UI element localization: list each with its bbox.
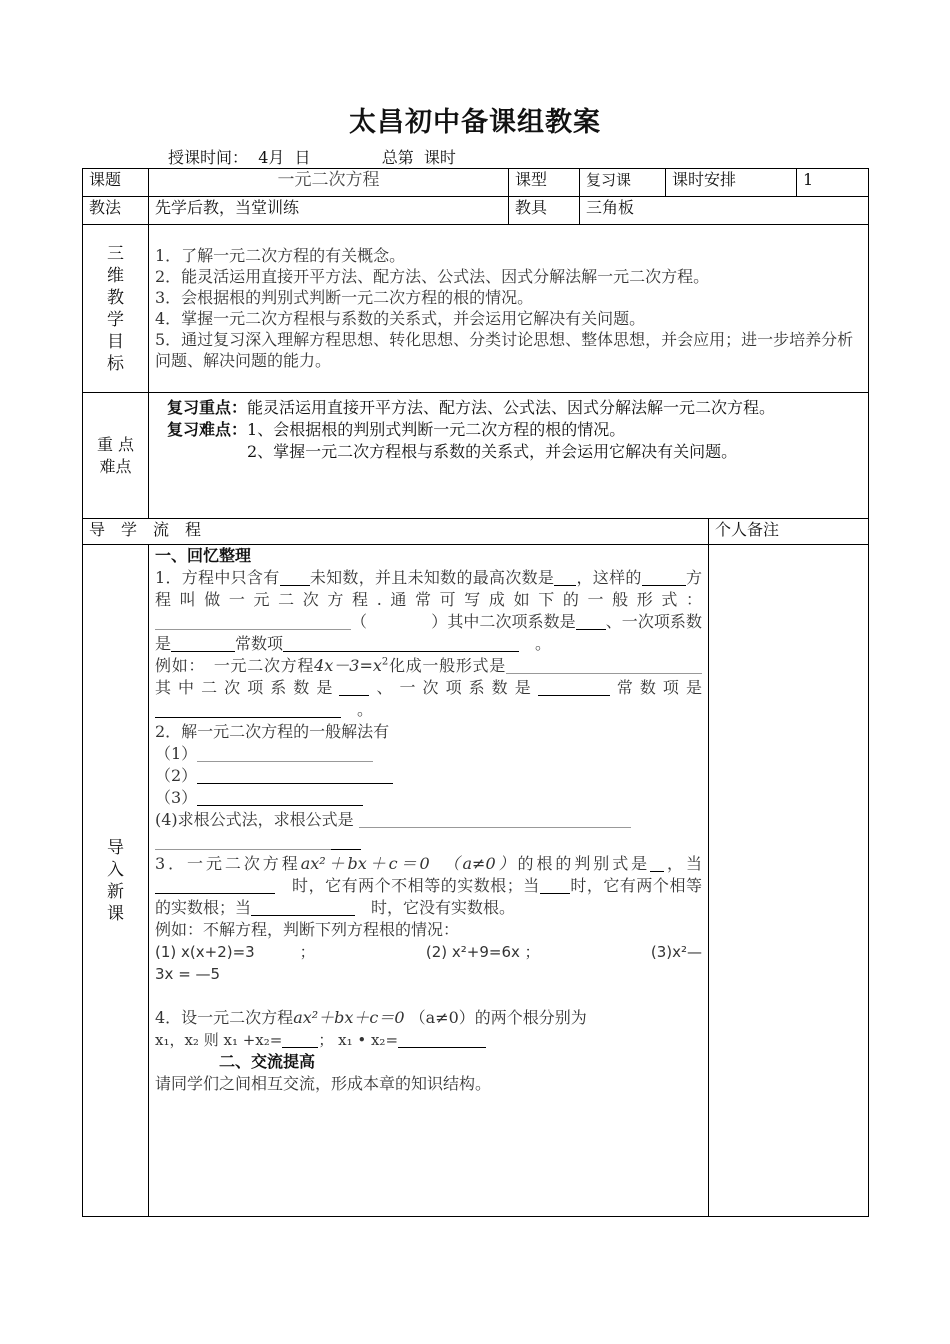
blank[interactable]: [650, 853, 664, 872]
goal-item: 4．掌握一元二次方程根与系数的关系式，并会运用它解决有关问题。: [155, 309, 646, 328]
personal-notes-cell[interactable]: [709, 545, 869, 1217]
blank[interactable]: [359, 809, 631, 828]
hours-value: 1: [797, 169, 869, 197]
section-1-title: 一、回忆整理: [155, 546, 252, 565]
blank[interactable]: [155, 611, 351, 630]
lesson-time-line: [168, 145, 456, 168]
info-row-1: [83, 169, 869, 197]
keypoints-label: 重 点难点: [83, 393, 149, 519]
time-value: 4月 日: [258, 148, 311, 167]
blank[interactable]: [398, 1029, 486, 1048]
flow-content: 一、回忆整理 1．方程中只含有 未知数，并且未知数的最高次数是 ，这样的 方程叫做一元二次方程.通常可写成如下的一般形式：（ ）其中二次项系数是 、一次项系数是 常数项 。 例如： 一元二次方程$4x-3=x^2$化成一般形式是其中二次项系数是 、一次项系数是 常数项是 。 2．解一元二次方程的一般解法有 （1） （2） （3） (4)求根公式法，求根公式是 3．一元二次方程ax²＋bx＋c＝0 （a≠0）的根的判别式是 ，当 时，它有两个不相等的实数根；当 时，它有两个相等的实数根；当 时，它没有实数根。 例如：不解方程，判断下列方程根的情况： (1) x(x+2)=3 ； (2) x²+9=6x ； (3)x²— 3x = —5 4．设一元二次方程ax²＋bx＋c＝0 （a≠0）的两个根分别为 x₁，x₂ 则 x₁ +x₂= ； x₁ • x₂= 二、交流提高 请同学们之间相互交流，形成本章的知识结构。: [149, 545, 709, 1217]
lesson-plan-table: [82, 168, 869, 1217]
flow-header: 导 学 流 程: [83, 519, 709, 545]
blank[interactable]: [339, 677, 369, 696]
blank[interactable]: [171, 633, 235, 652]
hours-label: 课时安排: [666, 169, 797, 197]
flow-header-row: [83, 519, 869, 545]
blank[interactable]: [554, 567, 576, 586]
info-row-2: [83, 197, 869, 225]
goal-item: 5．通过复习深入理解方程思想、转化思想、分类讨论思想、整体思想，并会应用；进一步培养分析问题、解决问题的能力。: [155, 330, 854, 370]
blank[interactable]: [280, 567, 310, 586]
method-value: 先学后教，当堂训练: [149, 197, 509, 225]
blank[interactable]: [538, 677, 610, 696]
section-2-title: 二、交流提高: [219, 1052, 316, 1071]
blank[interactable]: [576, 611, 606, 630]
flow-row: [83, 545, 869, 1217]
blank[interactable]: [283, 633, 519, 652]
blank[interactable]: [155, 875, 275, 894]
total-label: 总第 课时: [381, 148, 456, 167]
keypoints-content: [149, 393, 869, 519]
difficulty-label: 复习难点：: [167, 420, 248, 439]
blank[interactable]: [155, 699, 341, 718]
type-label: 课型: [509, 169, 580, 197]
time-label: 授课时间：: [168, 148, 249, 167]
type-value: 复习课: [580, 169, 666, 197]
blank[interactable]: [197, 787, 363, 806]
q2-text: 2．解一元二次方程的一般解法有: [155, 722, 390, 741]
goals-row: [83, 225, 869, 393]
blank[interactable]: [540, 875, 570, 894]
difficulty-2: 2、掌握一元二次方程根与系数的关系式，并会运用它解决有关问题。: [247, 442, 738, 461]
notes-header: 个人备注: [709, 519, 869, 545]
blank[interactable]: [197, 765, 393, 784]
goal-item: 2．能灵活运用直接开平方法、配方法、公式法、因式分解法解一元二次方程。: [155, 267, 710, 286]
keypoints-row: [83, 393, 869, 519]
focus-text: 能灵活运用直接开平方法、配方法、公式法、因式分解法解一元二次方程。: [247, 398, 776, 417]
blank[interactable]: [506, 655, 622, 674]
goal-item: 1．了解一元二次方程的有关概念。: [155, 246, 406, 265]
blank[interactable]: [282, 1029, 318, 1048]
page-title: 太昌初中备课组教案: [349, 107, 601, 138]
difficulty-1: 1、会根据根的判别式判断一元二次方程的根的情况。: [247, 420, 626, 439]
example-2: 例如：不解方程，判断下列方程根的情况：: [155, 920, 460, 939]
goals-label: 三维教学目标: [83, 225, 149, 393]
blank[interactable]: [155, 831, 331, 850]
exchange-text: 请同学们之间相互交流，形成本章的知识结构。: [155, 1074, 492, 1093]
blank[interactable]: [251, 897, 355, 916]
blank[interactable]: [197, 743, 373, 762]
blank[interactable]: [622, 655, 702, 674]
topic-label: 课题: [83, 169, 149, 197]
method-label: 教法: [83, 197, 149, 225]
goal-item: 3．会根据根的判别式判断一元二次方程的根的情况。: [155, 288, 534, 307]
tools-value: 三角板: [580, 197, 869, 225]
focus-label: 复习重点：: [167, 398, 248, 417]
topic-value: 一元二次方程: [149, 169, 509, 197]
tools-label: 教具: [509, 197, 580, 225]
blank[interactable]: [331, 831, 361, 850]
blank[interactable]: [642, 567, 686, 586]
goals-content: [149, 225, 869, 393]
flow-side-label: 导入新课: [83, 545, 149, 1217]
